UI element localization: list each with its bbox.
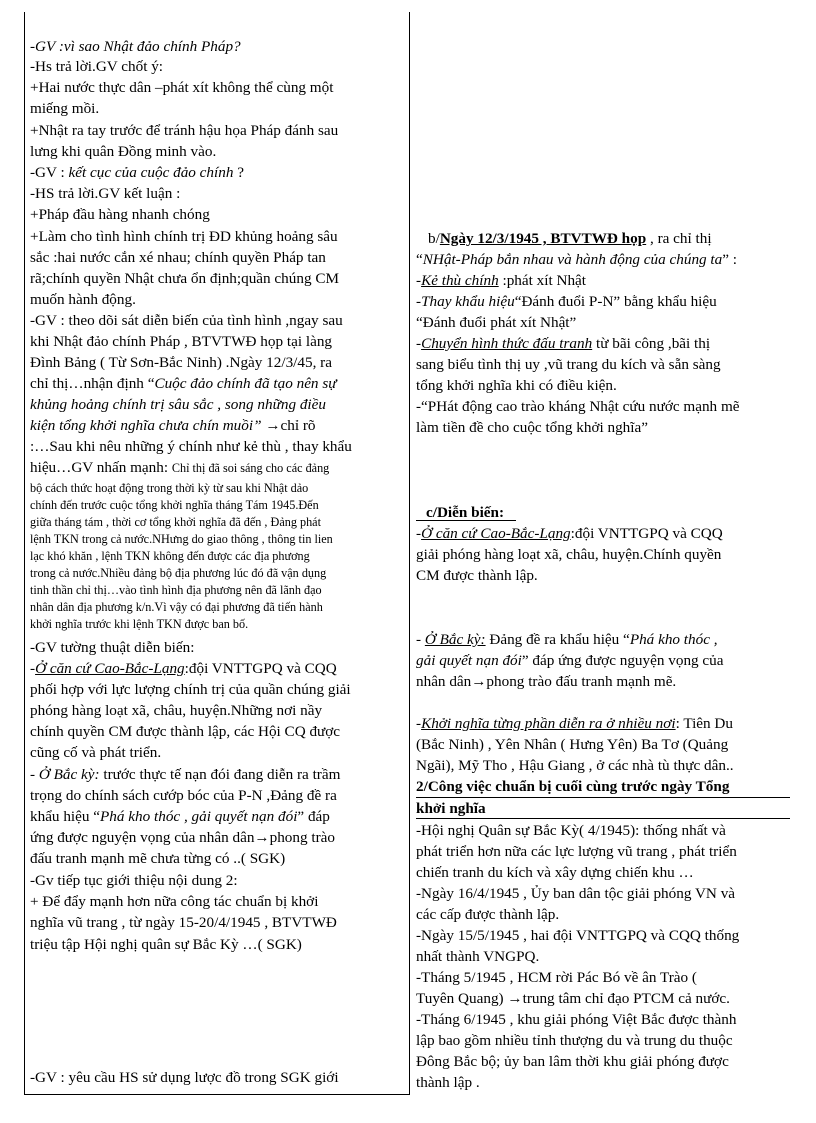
text-span: Đảng đề ra khẩu hiệu “ [485, 631, 630, 648]
text-line: +Hai nước thực dân –phát xít không thể cùng một [30, 79, 334, 96]
text-span: - [416, 293, 422, 310]
text-line: + Để đẩy mạnh hơn nữa công tác chuẩn bị khởi [30, 893, 319, 910]
text-line: nhân dân→phong trào đấu tranh mạnh mẽ. [416, 673, 677, 690]
text-line: giải phóng hàng loạt xã, châu, huyện.Chính quyền [416, 546, 722, 563]
text-span: Chuyển hình thức đấu tranh [421, 335, 593, 352]
text-line: -Gv tiếp tục giới thiệu nội dung 2: [30, 872, 238, 889]
text-line [416, 524, 723, 544]
text-span: Kẻ thù chính [421, 272, 499, 289]
text-line: các cấp được thành lập. [416, 906, 560, 923]
text-span: Thay khẩu hiệu [421, 293, 515, 310]
section-heading: khởi nghĩa [416, 800, 486, 817]
text-line: bộ cách thức hoạt động trong thời kỳ từ sau khi Nhật dảo [30, 481, 309, 495]
text-span: Ở căn cứ Cao-Bắc-Lạng [35, 660, 185, 677]
text-line: :…Sau khi nêu những ý chính như kẻ thù , thay khẩu [30, 438, 352, 455]
text-span: : Tiên Du [675, 715, 733, 732]
text-line: giữa tháng tám , thời cơ tổng khởi nghĩa đã đến , Đảng phát [30, 515, 321, 529]
text-line: phóng hàng loạt xã, châu, huyện.Những nơi nầy [30, 702, 323, 719]
text-line [416, 714, 733, 734]
text-line: -Ngày 16/4/1945 , Ủy ban dân tộc giải phóng VN và [416, 885, 736, 902]
text-line: lệnh TKN trong cả nước.NHưng do giao thông , thông tin lien [30, 532, 333, 546]
text-line: đấu tranh mạnh mẽ chưa từng có ..( SGK) [30, 850, 286, 867]
text-line [30, 807, 330, 827]
text-line: Đông Bắc bộ; ủy ban lâm thời khu giải phóng được [416, 1053, 729, 1070]
text-line: -GV :vì sao Nhật đảo chính Pháp? [30, 38, 241, 55]
text-line: -“PHát động cao trào kháng Nhật cứu nước mạnh mẽ [416, 398, 740, 415]
text-span: kết cục của cuộc đảo chính [68, 164, 234, 181]
text-line: -Tháng 6/1945 , khu giải phóng Việt Bắc được thành [416, 1011, 737, 1028]
text-line: khi Nhật đảo chính Pháp , BTVTWĐ họp tại làng [30, 333, 333, 350]
text-line: +Pháp đầu hàng nhanh chóng [30, 206, 210, 223]
text-line: tổng khởi nghĩa khi có điều kiện. [416, 377, 617, 394]
text-line: chính đến trước cuộc tổng khởi nghĩa tháng Tám 1945.Đến [30, 498, 319, 512]
text-span: chỉ thị…nhận định “ [30, 375, 155, 392]
text-line [30, 374, 337, 394]
text-line [30, 458, 329, 478]
text-span: - [416, 335, 422, 352]
text-line: Đình Bảng ( Từ Sơn-Bắc Ninh) .Ngày 12/3/45, ra [30, 354, 332, 371]
text-span: - [416, 272, 422, 289]
text-line: -Hội nghị Quân sự Bắc Kỳ( 4/1945): thống nhất và [416, 822, 726, 839]
text-span: - [416, 631, 425, 648]
text-line: -Tháng 5/1945 , HCM rời Pác Bó về ân Trào ( [416, 969, 697, 986]
text-line [416, 651, 724, 671]
text-line: +Nhật ra tay trước để tránh hậu họa Pháp đánh sau [30, 122, 339, 139]
text-span: →chỉ rõ [261, 417, 316, 434]
section-heading: 2/Công việc chuẩn bị cuối cùng trước ngày Tổng [416, 778, 730, 795]
text-span: Phá kho thóc , gải quyết nạn đói [100, 808, 298, 825]
text-line [30, 416, 316, 436]
text-line [30, 163, 244, 183]
text-line: sắc :hai nước cắn xé nhau; chính quyền Pháp tan [30, 249, 326, 266]
text-line: Tuyên Quang) →trung tâm chỉ đạo PTCM cả nước. [416, 990, 730, 1007]
heading-underline [416, 797, 790, 798]
text-line [416, 292, 717, 312]
text-span: Ở căn cứ Cao-Bắc-Lạng [421, 525, 571, 542]
text-line [416, 271, 586, 291]
text-line: khủng hoảng chính trị sâu sắc , song những điều [30, 396, 326, 413]
text-line: -GV : yêu cầu HS sử dụng lược đồ trong SGK giới [30, 1069, 339, 1086]
text-span: ” đáp ứng được nguyện vọng của [521, 652, 724, 669]
text-line: Ngãi), Mỹ Tho , Hậu Giang , ở các nhà tù thực dân.. [416, 757, 734, 774]
text-line [30, 765, 340, 785]
text-line: chiến tranh du kích và xây dựng chiến khu … [416, 864, 694, 881]
text-span: Ở Bắc kỳ: [424, 631, 486, 648]
text-span: Cuộc đảo chính đã tạo nên sự [154, 375, 337, 392]
text-line: triệu tập Hội nghị quân sự Bắc Kỳ …( SGK) [30, 936, 302, 953]
text-span: Ngày 12/3/1945 , BTVTWĐ họp [439, 230, 647, 247]
text-line: trọng do chính sách cướp bóc của P-N ,Đảng đề ra [30, 787, 337, 804]
text-line: phát triển hơn nữa các lực lượng vũ trang , phát triển [416, 843, 737, 860]
text-line: -Ngày 15/5/1945 , hai đội VNTTGPQ và CQQ thống [416, 927, 740, 944]
text-span: ” : [722, 251, 738, 268]
text-span: - [30, 660, 36, 677]
text-line: -GV tường thuật diễn biến: [30, 639, 195, 656]
text-span: “ [416, 251, 423, 268]
text-span: trước thực tế nạn đói đang diễn ra trầm [99, 766, 341, 783]
text-span: Ở Bắc kỳ: [38, 766, 100, 783]
text-line: -GV : theo dõi sát diễn biến của tình hình ,ngay sau [30, 312, 343, 329]
text-line: lạc khó khăn , lệnh TKN không đến được các địa phương [30, 549, 310, 563]
text-span: - [416, 715, 422, 732]
text-span: -GV : [30, 164, 69, 181]
text-span: :đội VNTTGPQ và CQQ [570, 525, 723, 542]
text-span: khẩu hiệu “ [30, 808, 101, 825]
text-line: (Bắc Ninh) , Yên Nhân ( Hưng Yên) Ba Tơ (Quảng [416, 736, 729, 753]
heading-underline [416, 818, 790, 819]
text-span: Phá kho thóc , [629, 631, 718, 648]
text-line [416, 630, 718, 650]
text-span: , ra chỉ thị [646, 230, 712, 247]
text-line [416, 250, 737, 270]
text-line: lập bao gồm nhiều tỉnh thượng du và trung du thuộc [416, 1032, 733, 1049]
text-line: CM được thành lập. [416, 567, 538, 584]
text-span: b/ [428, 230, 440, 247]
text-line [30, 659, 337, 679]
text-line: nghĩa vũ trang , từ ngày 15-20/4/1945 , BTVTWĐ [30, 914, 337, 931]
text-span: :đội VNTTGPQ và CQQ [184, 660, 337, 677]
text-line: lưng khi quân Đồng minh vào. [30, 143, 217, 160]
text-line: làm tiền đề cho cuộc tổng khởi nghĩa” [416, 419, 648, 436]
text-span: Chỉ thị đã soi sáng cho các đảng [171, 461, 330, 475]
text-line: khởi nghĩa trước khi lệnh TKN được ban bố. [30, 617, 249, 631]
text-line: sang biểu tình thị uy ,vũ trang du kích và sẵn sàng [416, 356, 721, 373]
text-line: +Làm cho tình hình chính trị ĐD khủng hoảng sâu [30, 228, 338, 245]
text-span: :phát xít Nhật [498, 272, 587, 289]
text-line: tinh thần chỉ thị…vào tình hình địa phương nên đã lãnh đạo [30, 583, 322, 597]
text-line: -HS trả lời.GV kết luận : [30, 185, 181, 202]
text-line: miếng mồi. [30, 100, 100, 117]
text-line: trong cả nước.Nhiều đảng bộ địa phương lúc đó đã vận dụng [30, 566, 327, 580]
text-span: NHật-Pháp bắn nhau và hành động của chúng ta [422, 251, 723, 268]
text-span: từ bãi công ,bãi thị [592, 335, 711, 352]
text-line: cũng cố và phát triển. [30, 744, 162, 761]
section-heading: c/Diễn biến: [426, 504, 505, 521]
text-line [428, 229, 712, 249]
text-line: rã;chính quyền Nhật chưa ổn định;quần chúng CM [30, 270, 339, 287]
text-span: - [30, 766, 39, 783]
heading-underline [416, 520, 516, 521]
text-span: “Đánh đuổi P-N” bằng khẩu hiệu [514, 293, 717, 310]
text-line: muốn hành động. [30, 291, 136, 308]
text-line: nhất thành VNGPQ. [416, 948, 540, 965]
text-span: hiệu…GV nhấn mạnh: [30, 459, 172, 476]
text-span: ? [233, 164, 244, 181]
text-span: ” đáp [297, 808, 330, 825]
text-line: phối hợp với lực lượng chính trị của quần chúng giải [30, 681, 351, 698]
text-span: gải quyết nạn đói [416, 652, 522, 669]
text-span: Khởi nghĩa từng phần diễn ra ở nhiều nơi [421, 715, 676, 732]
text-line: chính quyền CM được thành lập, các Hội CQ được [30, 723, 341, 740]
text-span: - [416, 525, 422, 542]
text-line: ứng được nguyện vọng của nhân dân→phong trào [30, 829, 335, 846]
text-span: kiện tổng khởi nghĩa chưa chín muồi” [30, 417, 262, 434]
text-line: “Đánh đuổi phát xít Nhật” [416, 314, 577, 331]
text-line: -Hs trả lời.GV chốt ý: [30, 58, 164, 75]
text-line: nhân dân địa phương k/n.Vì vậy có đại phương đã tiến hành [30, 600, 323, 614]
text-line: thành lập . [416, 1074, 480, 1091]
text-line [416, 334, 710, 354]
